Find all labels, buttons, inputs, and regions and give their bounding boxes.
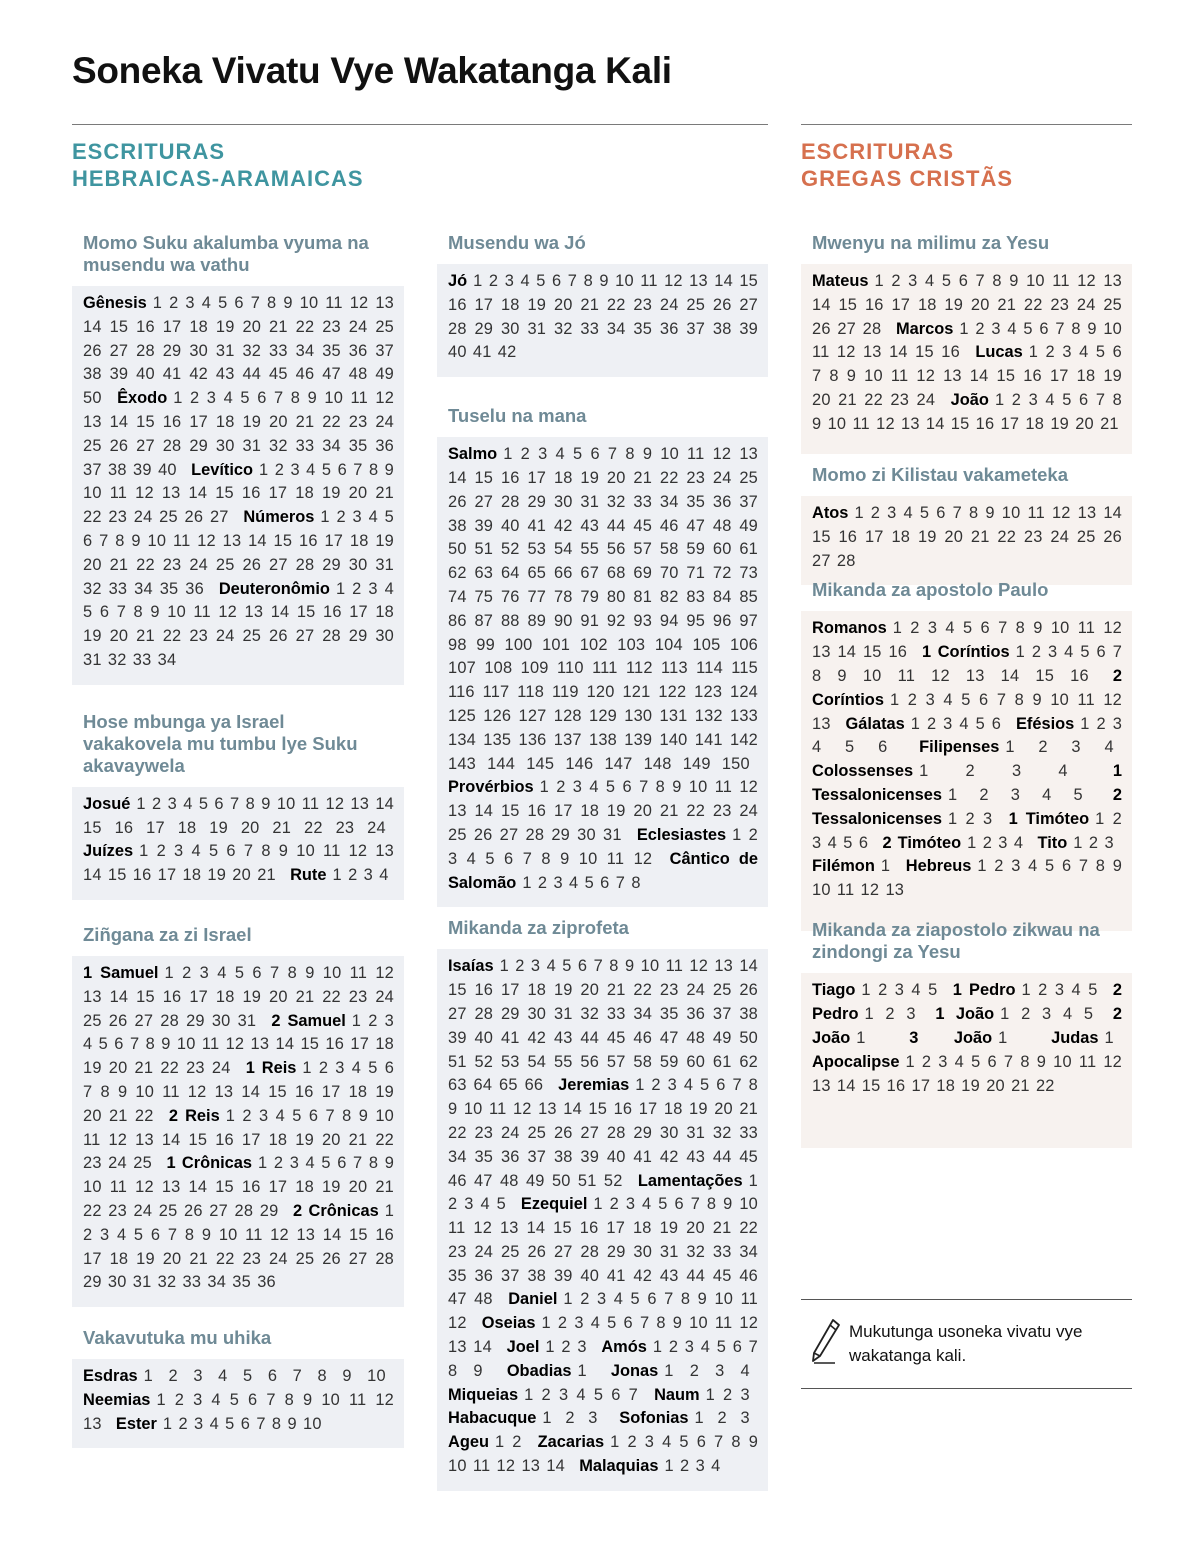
chapter-numbers: 1 2 3 4 5 6 7 8 9 10 11 12 13 14 15 16 17 18 19 20 21 22 bbox=[83, 1059, 395, 1125]
book-list bbox=[812, 270, 1122, 437]
chapter-numbers: 1 2 3 4 5 6 bbox=[812, 809, 1122, 852]
column-1 bbox=[72, 232, 404, 1448]
book-list bbox=[448, 955, 758, 1479]
book-name: Efésios bbox=[1015, 714, 1075, 733]
book-name: 2 Crônicas bbox=[293, 1201, 379, 1220]
chapter-numbers: 1 2 3 4 5 6 7 8 9 10 11 12 13 14 15 16 17 18 19 20 21 22 23 24 bbox=[812, 343, 1123, 409]
chapter-numbers: 1 2 3 4 5 6 7 8 bbox=[522, 873, 641, 892]
book-name: 1 Tessalonicenses bbox=[812, 762, 1123, 804]
section-title: Hose mbunga ya Israel vakakovela mu tumbu lye Suku akavaywela bbox=[83, 710, 358, 776]
divider-hebrew bbox=[72, 124, 768, 125]
book-list bbox=[83, 962, 394, 1295]
chapter-numbers: 1 2 3 4 5 6 7 8 9 10 11 12 13 14 15 16 17 18 19 20 21 22 23 24 25 26 27 28 29 30 31 32 33 34 bbox=[83, 579, 395, 669]
book-name: Ageu bbox=[448, 1433, 489, 1452]
book-name: Naum bbox=[654, 1385, 700, 1404]
chapter-numbers: 1 2 3 4 5 bbox=[1000, 1005, 1094, 1024]
chapter-numbers: 1 2 3 4 5 6 7 8 9 10 11 12 13 14 15 16 17 18 19 20 21 22 23 24 25 26 27 28 29 30 31 32 33 34 35 36 bbox=[83, 1201, 395, 1292]
chapter-numbers: 1 2 3 4 5 6 7 8 9 10 11 12 13 14 15 16 bbox=[812, 319, 1122, 362]
chapter-box bbox=[72, 1359, 404, 1448]
hebrew-scriptures-heading bbox=[72, 138, 364, 192]
book-name: Tito bbox=[1037, 833, 1068, 852]
book-list bbox=[83, 292, 394, 673]
book-name: Josué bbox=[83, 794, 131, 813]
note-text: Mukutunga usoneka vivatu vye wakatanga kali. bbox=[849, 1322, 1083, 1365]
chapter-numbers: 1 2 3 4 5 6 7 8 9 10 11 12 13 14 15 16 17 18 19 20 21 22 23 24 bbox=[83, 1011, 394, 1078]
section-title: Mikanda za ziprofeta bbox=[448, 917, 629, 939]
chapter-numbers: 1 2 3 4 5 6 7 8 9 10 11 12 13 14 15 16 17 18 19 20 21 bbox=[83, 842, 394, 885]
book-name: Jonas bbox=[610, 1361, 659, 1380]
section-title: Momo Suku akalumba vyuma na musendu wa vathu bbox=[83, 232, 369, 275]
chapter-numbers: 1 2 3 4 5 6 7 8 9 10 11 12 13 14 15 16 17 18 19 20 21 22 23 24 25 26 27 bbox=[83, 460, 394, 527]
chapter-box bbox=[437, 949, 768, 1491]
chapter-numbers: 1 2 3 4 5 6 7 8 9 bbox=[448, 1338, 758, 1380]
chapter-numbers: 1 2 3 4 5 6 7 8 9 10 11 12 bbox=[448, 1290, 758, 1333]
book-name: Marcos bbox=[895, 319, 954, 338]
chapter-box bbox=[72, 956, 404, 1307]
book-name: Isaías bbox=[448, 957, 494, 976]
section-title: Tuselu na mana bbox=[448, 405, 587, 427]
chapter-numbers: 1 2 3 4 5 6 bbox=[812, 714, 1123, 757]
chapter-numbers: 1 2 3 4 bbox=[1005, 738, 1114, 757]
chapter-numbers: 1 2 3 4 5 6 7 8 9 10 11 12 13 14 15 16 17 18 19 20 21 22 23 24 25 26 27 28 29 30 31 32 33 34 35 36 37 38 39 40 41 42 43 44 45 46 47 48 49 50 51 52 53 54 55 56 57 58 59 60 61 62 63 64 65 66 bbox=[448, 957, 758, 1095]
book-name: Joel bbox=[506, 1338, 540, 1357]
hebrew-heading-line-2: HEBRAICAS-ARAMAICAS bbox=[72, 166, 364, 191]
book-name: Obadias bbox=[506, 1361, 572, 1380]
chapter-numbers: 1 2 3 4 bbox=[664, 1457, 721, 1476]
book-name: Levítico bbox=[191, 460, 254, 479]
chapter-box bbox=[801, 264, 1132, 454]
chapter-numbers: 1 2 3 4 5 6 7 8 9 10 11 12 13 14 bbox=[448, 1433, 759, 1476]
chapter-numbers: 1 2 3 4 5 6 7 8 9 10 11 12 13 14 15 16 17 18 19 20 21 22 bbox=[812, 1052, 1122, 1095]
book-name: Rute bbox=[290, 866, 327, 885]
book-name: 1 João bbox=[935, 1005, 995, 1024]
book-name: Malaquias bbox=[579, 1457, 659, 1476]
book-name: Miqueias bbox=[448, 1385, 519, 1404]
book-name: Daniel bbox=[508, 1290, 558, 1309]
book-list bbox=[448, 270, 758, 365]
book-name: 1 Coríntios bbox=[921, 643, 1010, 662]
book-name: 2 Samuel bbox=[271, 1011, 346, 1030]
chapter-box bbox=[801, 496, 1132, 585]
book-name: 2 Tessalonicenses bbox=[812, 785, 1122, 828]
chapter-numbers: 1 2 bbox=[494, 1433, 522, 1452]
section-prophets bbox=[437, 917, 768, 1491]
chapter-numbers: 1 bbox=[1104, 1028, 1114, 1047]
book-name: Romanos bbox=[812, 619, 887, 638]
hebrew-heading-line-1: ESCRITURAS bbox=[72, 139, 226, 164]
chapter-numbers: 1 2 3 4 5 bbox=[861, 981, 938, 1000]
book-list bbox=[812, 617, 1122, 903]
book-name: Hebreus bbox=[905, 857, 972, 876]
chapter-numbers: 1 bbox=[998, 1028, 1008, 1047]
chapter-numbers: 1 2 3 4 5 6 7 8 9 10 11 12 13 14 15 16 17 18 19 20 21 22 23 24 25 26 27 28 29 30 31 32 33 34 35 36 37 38 39 40 41 42 43 44 45 46 47 48 49 50 51 52 53 54 55 56 57 58 59 60 61 62 63 64 65 66 67 68 69 70 71 72 73 74 75 76 77 78 79 80 81 82 83 84 85 86 87 88 89 90 91 92 93 94 95 96 97 98 99 100 101 102 103 104 105 106 107 108 109 110 111 112 113 114 115 116 117 118 119 120 121 122 123 124 125 126 127 128 129 130 131 132 133 134 135 136 137 138 139 140 141 142 143 144 145 146 147 148 149 150 bbox=[448, 445, 758, 773]
book-name: Gálatas bbox=[845, 714, 905, 733]
chapter-numbers: 1 2 3 4 5 6 7 8 9 10 11 12 13 14 15 16 17 18 19 20 21 22 23 24 25 26 27 28 29 30 31 32 33 34 35 36 37 38 39 40 41 42 43 44 45 46 47 48 49 50 51 52 bbox=[448, 1076, 758, 1190]
column-2 bbox=[437, 232, 768, 1491]
chapter-numbers: 1 2 3 bbox=[705, 1385, 750, 1404]
section-title: Vakavutuka mu uhika bbox=[83, 1327, 272, 1349]
book-name: 1 Samuel bbox=[83, 963, 159, 982]
book-name: Gênesis bbox=[83, 294, 147, 312]
chapter-numbers: 1 2 3 4 5 6 7 8 9 10 11 12 13 14 15 16 17 18 19 20 21 22 23 24 25 26 27 28 29 30 31 32 33 34 35 36 37 38 39 40 bbox=[83, 389, 395, 479]
book-name: Habacuque bbox=[448, 1409, 537, 1428]
chapter-numbers: 1 2 3 bbox=[1073, 833, 1114, 852]
section-title: Mikanda za ziapostolo zikwau na zindongi za Yesu bbox=[812, 919, 1100, 963]
section-paul-letters bbox=[801, 579, 1132, 931]
chapter-numbers: 1 2 3 4 bbox=[967, 833, 1024, 852]
chapter-box bbox=[437, 264, 768, 377]
page-title: Soneka Vivatu Vye Wakatanga Kali bbox=[72, 50, 672, 91]
chapter-numbers: 1 2 3 4 5 6 7 8 9 10 11 12 13 14 15 16 17 18 19 20 21 22 23 24 25 26 27 28 29 bbox=[83, 1154, 395, 1220]
chapter-numbers: 1 2 3 4 5 6 7 8 9 10 11 12 13 14 15 16 17 18 19 20 21 22 23 24 25 26 27 28 29 30 31 32 33 34 35 36 37 38 39 40 41 42 bbox=[448, 272, 758, 362]
book-name: Amós bbox=[601, 1338, 647, 1357]
chapter-numbers: 1 2 3 bbox=[864, 1005, 916, 1024]
book-name: Números bbox=[243, 508, 315, 527]
chapter-numbers: 1 2 3 4 5 6 7 8 9 10 11 12 13 14 bbox=[448, 1314, 759, 1357]
chapter-numbers: 1 2 3 4 5 6 7 8 9 10 11 12 13 14 15 16 17 18 19 20 21 22 23 24 25 26 27 28 bbox=[812, 504, 1122, 570]
chapter-numbers: 1 2 3 4 5 6 7 8 9 10 11 12 13 14 15 16 17 18 19 20 21 22 23 24 bbox=[83, 794, 394, 837]
chapter-numbers: 1 2 3 bbox=[545, 1338, 587, 1357]
chapter-numbers: 1 2 3 4 5 6 7 8 9 10 11 12 13 14 15 16 17 18 19 20 21 22 23 24 25 26 27 28 29 30 31 bbox=[83, 963, 394, 1030]
book-name: Colossenses bbox=[812, 762, 914, 781]
chapter-numbers: 1 2 3 4 bbox=[919, 762, 1068, 781]
chapter-numbers: 1 2 3 bbox=[694, 1409, 750, 1428]
section-return-from-exile bbox=[72, 1327, 404, 1448]
reading-note bbox=[801, 1299, 1132, 1389]
book-name: 2 Timóteo bbox=[882, 833, 962, 852]
chapter-numbers: 1 2 3 4 bbox=[332, 866, 389, 885]
book-list bbox=[448, 443, 758, 895]
book-name: Mateus bbox=[812, 272, 869, 290]
book-name: 1 Crônicas bbox=[166, 1154, 253, 1173]
book-name: Atos bbox=[812, 504, 849, 522]
chapter-numbers: 1 2 3 4 5 6 7 8 9 10 11 12 13 bbox=[812, 857, 1123, 900]
chapter-box bbox=[801, 973, 1132, 1148]
chapter-box bbox=[72, 787, 404, 900]
chapter-numbers: 1 2 3 4 5 6 7 8 9 10 11 12 13 14 15 16 17 18 19 20 21 22 23 24 25 26 27 28 29 30 31 32 33 34 35 36 37 38 39 40 41 42 43 44 45 46 47 48 49 50 bbox=[83, 294, 394, 408]
chapter-numbers: 1 2 3 4 5 6 7 8 9 10 bbox=[143, 1367, 386, 1386]
section-title: Ziñgana za zi Israel bbox=[83, 923, 252, 945]
pencil-icon bbox=[811, 1318, 841, 1364]
section-title: Mikanda za apostolo Paulo bbox=[812, 579, 1049, 601]
book-name: Sofonias bbox=[619, 1409, 689, 1428]
chapter-numbers: 1 2 3 4 5 6 7 8 9 10 11 12 13 14 15 16 17 18 19 20 21 22 23 24 25 26 27 28 29 30 31 32 33 34 35 36 bbox=[83, 508, 394, 598]
book-name: 3 João bbox=[909, 1028, 993, 1047]
book-name: Provérbios bbox=[448, 778, 534, 797]
chapter-numbers: 1 2 3 4 5 bbox=[1021, 981, 1098, 1000]
section-title: Musendu wa Jó bbox=[448, 232, 586, 253]
book-list bbox=[83, 1365, 394, 1436]
book-name: Cântico de Salomão bbox=[448, 849, 759, 892]
chapter-numbers: 1 2 3 4 5 bbox=[947, 785, 1083, 804]
book-name: 2 Coríntios bbox=[812, 666, 1123, 709]
book-name: Êxodo bbox=[117, 389, 168, 408]
book-name: Esdras bbox=[83, 1367, 138, 1386]
chapter-numbers: 1 bbox=[577, 1361, 587, 1380]
book-name: 1 Pedro bbox=[952, 981, 1016, 1000]
book-name: 2 Reis bbox=[168, 1106, 220, 1125]
chapter-box bbox=[437, 437, 768, 907]
chapter-numbers: 1 2 3 4 5 bbox=[448, 1171, 758, 1214]
chapter-numbers: 1 2 3 4 5 6 7 8 9 10 11 12 13 14 15 16 bbox=[812, 619, 1122, 662]
chapter-numbers: 1 2 3 bbox=[542, 1409, 598, 1428]
book-name: Tiago bbox=[812, 981, 856, 1000]
book-list bbox=[812, 502, 1122, 573]
book-name: Lamentações bbox=[637, 1171, 743, 1190]
book-name: Jó bbox=[448, 272, 468, 290]
book-name: Apocalipse bbox=[812, 1052, 900, 1071]
chapter-numbers: 1 2 3 4 5 6 7 8 9 10 11 12 bbox=[448, 825, 758, 868]
chapter-numbers: 1 2 3 bbox=[947, 809, 993, 828]
chapter-numbers: 1 2 3 4 5 6 7 8 9 10 bbox=[162, 1414, 322, 1433]
book-list bbox=[83, 793, 394, 888]
chapter-numbers: 1 2 3 4 5 6 7 8 9 10 11 12 13 14 15 16 17 18 19 20 21 bbox=[812, 390, 1122, 433]
book-name: Lucas bbox=[975, 343, 1023, 362]
chapter-numbers: 1 2 3 4 5 6 7 8 9 10 11 12 13 14 15 16 17 18 19 20 21 22 23 24 25 bbox=[83, 1106, 395, 1173]
section-job bbox=[437, 232, 768, 377]
chapter-box bbox=[801, 611, 1132, 931]
section-title: Mwenyu na milimu za Yesu bbox=[812, 232, 1050, 253]
book-name: Filémon bbox=[812, 857, 875, 876]
chapter-numbers: 1 2 3 4 bbox=[664, 1361, 750, 1380]
book-name: Jeremias bbox=[558, 1076, 630, 1095]
book-name: Filipenses bbox=[919, 738, 1000, 757]
greek-scriptures-heading bbox=[801, 138, 1013, 192]
chapter-numbers: 1 2 3 4 5 6 7 8 9 10 11 12 13 bbox=[83, 1390, 394, 1433]
chapter-numbers: 1 2 3 4 5 6 7 bbox=[524, 1385, 638, 1404]
book-name: 1 Reis bbox=[245, 1059, 297, 1078]
chapter-numbers: 1 2 3 4 5 6 7 8 9 10 11 12 13 14 15 16 17 18 19 20 21 22 23 24 25 26 27 28 29 30 31 32 33 34 35 36 37 38 39 40 41 42 43 44 45 46 47 48 bbox=[448, 1195, 758, 1309]
book-name: 2 João bbox=[812, 1005, 1122, 1047]
section-promised-land bbox=[72, 711, 404, 900]
greek-heading-line-2: GREGAS CRISTÃS bbox=[801, 166, 1014, 191]
chapter-numbers: 1 bbox=[880, 857, 891, 876]
section-other-letters bbox=[801, 919, 1132, 1148]
chapter-numbers: 1 2 3 4 5 6 7 8 9 10 11 12 13 bbox=[812, 690, 1122, 733]
section-life-of-jesus bbox=[801, 232, 1132, 454]
chapter-numbers: 1 2 3 4 5 6 7 8 9 10 11 12 13 14 15 16 bbox=[812, 643, 1123, 685]
book-name: Deuteronômio bbox=[218, 579, 330, 598]
book-name: Ester bbox=[115, 1414, 157, 1433]
greek-heading-line-1: ESCRITURAS bbox=[801, 139, 955, 164]
book-name: Oseias bbox=[481, 1314, 536, 1333]
book-name: 2 Pedro bbox=[812, 981, 1122, 1024]
chapter-numbers: 1 2 3 4 5 6 7 8 9 10 11 12 13 14 15 16 17 18 19 20 21 22 23 24 25 26 27 28 29 30 31 bbox=[448, 778, 758, 844]
chapter-numbers: 1 bbox=[856, 1028, 866, 1047]
section-acts bbox=[801, 464, 1132, 585]
book-name: Eclesiastes bbox=[636, 825, 727, 844]
chapter-box bbox=[72, 286, 404, 685]
book-name: 1 Timóteo bbox=[1008, 809, 1090, 828]
book-name: Ezequiel bbox=[520, 1195, 588, 1214]
book-name: Judas bbox=[1051, 1028, 1099, 1047]
chapter-numbers: 1 2 3 4 5 6 7 8 9 10 11 12 13 14 15 16 17 18 19 20 21 22 23 24 25 26 27 28 bbox=[812, 272, 1122, 338]
divider-greek bbox=[801, 124, 1132, 125]
section-kings bbox=[72, 924, 404, 1307]
book-name: Neemias bbox=[83, 1390, 151, 1409]
book-name: Juízes bbox=[83, 842, 134, 861]
section-creation bbox=[72, 232, 404, 685]
book-name: Salmo bbox=[448, 445, 498, 464]
column-3 bbox=[801, 232, 1132, 1148]
section-title: Momo zi Kilistau vakameteka bbox=[812, 464, 1069, 485]
book-list bbox=[812, 979, 1122, 1098]
section-songs-wisdom bbox=[437, 405, 768, 907]
book-name: João bbox=[950, 390, 989, 409]
book-name: Zacarias bbox=[537, 1433, 605, 1452]
chapter-numbers: 1 2 3 4 5 6 bbox=[910, 714, 1002, 733]
